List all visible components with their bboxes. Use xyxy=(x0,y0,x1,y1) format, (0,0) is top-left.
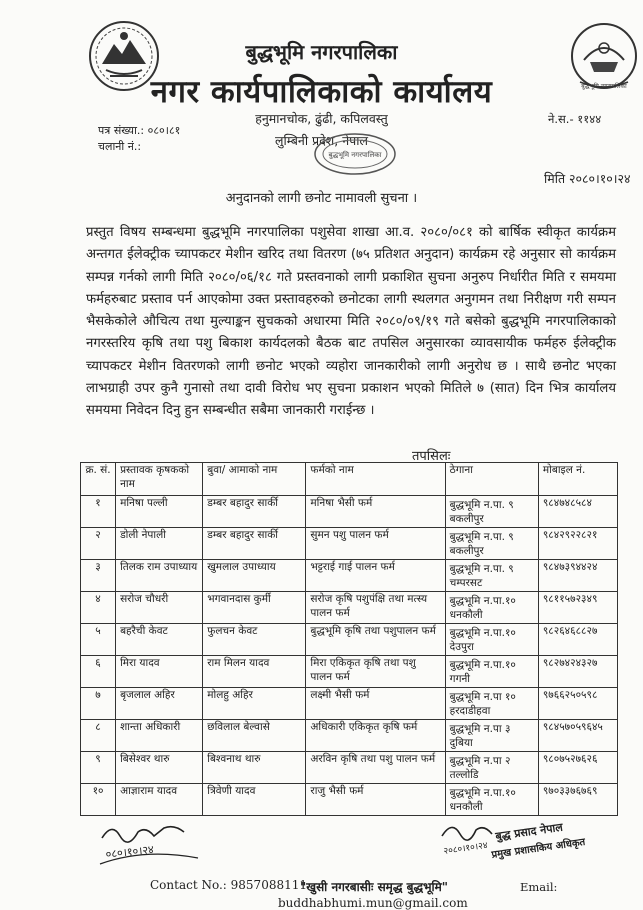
cell-applicant: बहरैची केवट xyxy=(116,624,203,656)
cell-parent: छविलाल बेल्वासे xyxy=(203,720,306,752)
office-title: नगर कार्यपालिकाको कार्यालय xyxy=(150,74,493,110)
footer-slogan: "खुसी नगरबासीः समृद्ध बुद्धभूमि" xyxy=(300,880,449,894)
cell-serial: ४ xyxy=(81,592,116,624)
table-row xyxy=(81,592,618,624)
cell-parent: फुलचन केवट xyxy=(203,624,306,656)
table-row xyxy=(81,752,618,784)
cell-serial: ९ xyxy=(81,752,116,784)
left-signature-date: ०८०।१०।२४ xyxy=(104,842,155,861)
signatory-title: प्रमुख प्रशासकिय अधिकृत xyxy=(490,836,586,861)
cell-parent: त्रिवेणी यादव xyxy=(203,784,306,816)
cell-applicant: तिलक राम उपाध्याय xyxy=(116,560,203,592)
footer-email: buddhabhumi.mun@gmail.com xyxy=(278,896,468,910)
cell-address: बुद्धभूमि न.पा.१० गगनी xyxy=(445,656,538,688)
table-header-row xyxy=(81,463,618,496)
cell-serial: २ xyxy=(81,528,116,560)
table-row xyxy=(81,496,618,528)
cell-firm: सरोज कृषि पशुपंक्षि तथा मत्स्य पालन फर्म xyxy=(306,592,445,624)
cell-mobile: ९८२६४६८८२७ xyxy=(538,624,617,656)
cell-applicant: शान्ता अधिकारी xyxy=(116,720,203,752)
municipality-name: बुद्धभूमि नगरपालिका xyxy=(245,40,398,64)
table-row xyxy=(81,656,618,688)
cell-firm: लक्ष्मी भैसी फर्म xyxy=(306,688,445,720)
cell-firm: बुद्धभूमि कृषि तथा पशुपालन फर्म xyxy=(306,624,445,656)
cell-address: बुद्धभूमि न.पा. ९ बकलीपुर xyxy=(445,528,538,560)
cell-firm: राजु भैसी फर्म xyxy=(306,784,445,816)
cell-parent: बिश्वनाथ थारु xyxy=(203,752,306,784)
cell-serial: ३ xyxy=(81,560,116,592)
cell-serial: १ xyxy=(81,496,116,528)
cell-serial: ५ xyxy=(81,624,116,656)
cell-applicant: मिरा यादव xyxy=(116,656,203,688)
cell-applicant: बृजलाल अहिर xyxy=(116,688,203,720)
cell-address: बुद्धभूमि न.पा.१० धनकौली xyxy=(445,592,538,624)
cell-firm: सुमन पशु पालन फर्म xyxy=(306,528,445,560)
left-signature xyxy=(94,818,204,872)
province-line: लुम्बिनी प्रदेश, नेपाल xyxy=(274,133,368,148)
cell-applicant: मनिषा पल्ली xyxy=(116,496,203,528)
details-label: तपसिलः xyxy=(412,449,451,464)
header-mobile: मोबाइल नं. xyxy=(538,463,617,496)
cell-applicant: डोली नेपाली xyxy=(116,528,203,560)
cell-mobile: ९८४७३९४४२४ xyxy=(538,560,617,592)
cell-serial: ६ xyxy=(81,656,116,688)
cell-address: बुद्धभूमि न.पा २ तल्लोडि xyxy=(445,752,538,784)
cell-address: बुद्धभूमि न.पा. ९ चम्परसट xyxy=(445,560,538,592)
cell-firm: अधिकारी एकिकृत कृषि फर्म xyxy=(306,720,445,752)
notice-body: प्रस्तुत विषय सम्बन्धमा बुद्धभूमि नगरपालिका पशुसेवा शाखा आ.व. २०८०/०८१ को बार्षिक स्वीकृत कार्यक्रम अन्तगत ईलेक्ट्रीक च्यापकटर मेशीन खरिद तथा वितरण (७५ प्रतिशत अनुदान) कार्यक्रम रहे अनुसार सो कार्यक्रम सम्पन्न गर्नको लागी मिति २०८०/०६/१८ गते प्रस्तवनाको लागी प्रकाशित सुचना अनुरुप निर्धारीत मिति र समयमा फर्महरुबाट प्रस्ताव पर्न आएकोमा उक्त प्रस्तावहरुको छनोटका लागी स्थलगत अनुगमन तथा निरीक्षण गरी सम्पन भैसकेकोले औचित्य तथा मुल्याङ्कन सुचकको अधारमा मिति २०८०/०९/१९ गते बसेको बुद्धभूमि नगरपालिकाको नगरस्तरिय कृषि तथा पशु बिकाश कार्यदलको बैठक बाट तपसिल अनुसारका व्यावसायीक फर्महरु ईलेक्ट्रीक च्यापकटर मेशीन वितरणको लागी छनोट भएको व्यहोरा जानकारीको लागी अनुरोध छ । साथै छनोट भएका लाभग्राही उपर कुनै गुनासो तथा दावी विरोध भए सुचना प्रकाशन भएको मितिले ७ (सात) दिन भित्र कार्यालय समयमा निवेदन दिनु हुन सम्बन्धीत सबैमा जानकारी गराईन्छ । xyxy=(86,225,616,419)
cell-mobile: ९८४७४८५८४ xyxy=(538,496,617,528)
cell-mobile: ९७०३३७६७६९ xyxy=(538,784,617,816)
cell-mobile: ९८२७४२४३२७ xyxy=(538,656,617,688)
header-firm: फर्मको नाम xyxy=(306,463,445,496)
cell-applicant: सरोज चौधरी xyxy=(116,592,203,624)
signatory-name: बुद्ध प्रसाद नेपाल xyxy=(494,820,564,843)
cell-address: बुद्धभूमि न.पा ३ दुबिया xyxy=(445,720,538,752)
cell-parent: राम मिलन यादव xyxy=(203,656,306,688)
office-stamp xyxy=(312,132,398,176)
header-address: ठेगाना xyxy=(445,463,538,496)
cell-applicant: बिसेश्वर थारु xyxy=(116,752,203,784)
dispatch-number: चलानी नं.: xyxy=(98,140,142,153)
table-row xyxy=(81,688,618,720)
header-serial: क्र. सं. xyxy=(81,463,116,496)
cell-mobile: ९७६६२५०५९८ xyxy=(538,688,617,720)
cell-mobile: ९८४२९२२८२१ xyxy=(538,528,617,560)
header-applicant: प्रस्तावक कृषकको नाम xyxy=(116,463,203,496)
cell-applicant: आज्ञाराम यादव xyxy=(116,784,203,816)
cell-serial: १० xyxy=(81,784,116,816)
office-address: हनुमानचोक, ढुंढी, कपिलवस्तु xyxy=(255,111,388,126)
cell-firm: अरविन कृषि तथा पशु पालन फर्म xyxy=(306,752,445,784)
letter-number: पत्र संख्या.: ०८०।८१ xyxy=(98,124,181,137)
table-row xyxy=(81,560,618,592)
cell-mobile: ९८११५७२३४९ xyxy=(538,592,617,624)
table-row xyxy=(81,720,618,752)
stamp-text: बुद्धभूमि नगरपालिका xyxy=(328,151,382,159)
notice-subject: अनुदानको लागी छनोट नामावली सुचना । xyxy=(225,191,418,206)
beneficiary-table xyxy=(80,462,618,816)
cell-serial: ७ xyxy=(81,688,116,720)
table-row xyxy=(81,784,618,816)
cell-address: बुद्धभूमि न.पा. ९ बकलीपुर xyxy=(445,496,538,528)
cell-parent: खुमलाल उपाध्याय xyxy=(203,560,306,592)
cell-mobile: ९८०७५२७६२६ xyxy=(538,752,617,784)
nepal-sambat-number: ने.स.- ११४४ xyxy=(548,112,602,126)
cell-address: बुद्धभूमि न.पा.१० देउपुरा xyxy=(445,624,538,656)
table-row xyxy=(81,624,618,656)
right-signature xyxy=(436,818,606,874)
cell-parent: भगवानदास कुर्मी xyxy=(203,592,306,624)
cell-firm: भट्टराई गाई पालन फर्म xyxy=(306,560,445,592)
cell-firm: मिरा एकिकृत कृषि तथा पशु पालन फर्म xyxy=(306,656,445,688)
footer-contact: Contact No.: 9857088111 xyxy=(150,878,308,892)
cell-address: बुद्धभूमि न.पा.१० धनकौली xyxy=(445,784,538,816)
notice-date: मिति २०८०।१०।२४ xyxy=(544,171,631,186)
municipality-logo-text: बुद्धभूमि नगरपालिका xyxy=(581,83,627,90)
cell-mobile: ९८४५७०५९६४५ xyxy=(538,720,617,752)
footer-email-label: Email: xyxy=(520,880,558,894)
cell-parent: डम्बर बहादुर सार्की xyxy=(203,528,306,560)
right-signature-date: २०८०।१०।२४ xyxy=(443,840,489,857)
cell-parent: मोलहु अहिर xyxy=(203,688,306,720)
cell-parent: डम्बर बहादुर सार्की xyxy=(203,496,306,528)
header-parent: बुवा/ आमाको नाम xyxy=(203,463,306,496)
cell-address: बुद्धभूमि न.पा १० हरदाडीहवा xyxy=(445,688,538,720)
cell-serial: ८ xyxy=(81,720,116,752)
table-row xyxy=(81,528,618,560)
cell-firm: मनिषा भैसी फर्म xyxy=(306,496,445,528)
